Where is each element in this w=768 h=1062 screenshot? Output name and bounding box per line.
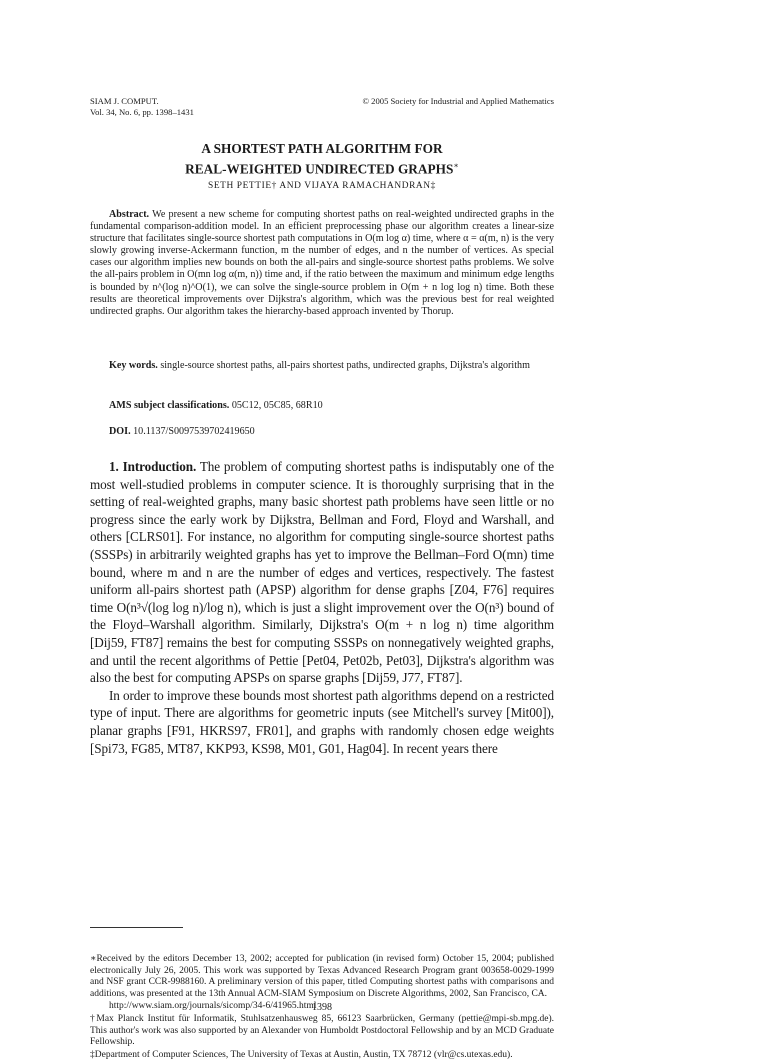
footnote-received: ∗Received by the editors December 13, 2002; accepted for publication (in revised form) October 15, 2004; published electronically July 26, 2005. This work was supported by Texas Advanced Research Program grant 003658-0029-1999 and NSF grant CCR-9988160. A preliminary version of this paper, titled Computing shortest paths with comparisons and additions, was presented at the 13th Annual ACM-SIAM Symposium on Discrete Algorithms, 2002, San Francisco, CA.: [90, 954, 554, 999]
author-list: SETH PETTIE† AND VIJAYA RAMACHANDRAN‡: [208, 181, 436, 191]
journal-name: SIAM J. COMPUT.: [90, 96, 159, 106]
title-footnote-mark: ∗: [453, 161, 459, 170]
abstract-text: We present a new scheme for computing shortest paths on real-weighted undirected graphs in the fundamental comparison-addition model. In an efficient preprocessing phase our algorithm creates a linear-size structure that facilitates single-source shortest path computations in O(m log α) time, where α = α(m, n) is the very slowly growing inverse-Ackermann function, m the number of edges, and n the number of vertices. As special cases our algorithm implies new bounds on both the all-pairs and single-source shortest paths problems. We solve the all-pairs problem in O(mn log α(m, n)) time and, if the ratio between the maximum and minimum edge lengths is bounded by n^(log n)^O(1), we can solve the single-source problem in O(m + n log log n) time. Both these results are theoretical improvements over Dijkstra's algorithm, which was the previous best for real weighted undirected graphs. Our algorithm takes the hierarchy-based approach invented by Thorup.: [90, 209, 554, 317]
section-heading: 1. Introduction.: [109, 459, 197, 474]
keywords: [90, 360, 554, 372]
footnote-author-1: †Max Planck Institut für Informatik, Stuhlsatzenhausweg 85, 66123 Saarbrücken, Germany (pettie@mpi-sb.mpg.de). This author's work was also supported by an Alexander von Humboldt Postdoctoral Fellowship and by an MCD Graduate Fellowship.: [90, 1013, 554, 1048]
abstract-label: Abstract.: [109, 209, 150, 220]
keywords-text: single-source shortest paths, all-pairs shortest paths, undirected graphs, Dijkstra's algorithm: [160, 360, 530, 371]
title-line-2-text: REAL-WEIGHTED UNDIRECTED GRAPHS: [185, 161, 454, 177]
footnote-url: http://www.siam.org/journals/sicomp/34-6/41965.html: [109, 1001, 317, 1012]
doi: [109, 426, 255, 437]
abstract: [90, 209, 554, 318]
copyright-notice: © 2005 Society for Industrial and Applied Mathematics: [362, 96, 554, 106]
footnote-rule: [90, 927, 183, 928]
footnote-author-2: ‡Department of Computer Sciences, The University of Texas at Austin, Austin, TX 78712 (vlr@cs.utexas.edu).: [90, 1049, 513, 1060]
title-line-1: A SHORTEST PATH ALGORITHM FOR: [201, 141, 443, 156]
ams-classification: [109, 400, 323, 411]
ams-codes: 05C12, 05C85, 68R10: [231, 400, 323, 411]
ams-label: AMS subject classifications.: [109, 400, 230, 411]
journal-volume: Vol. 34, No. 6, pp. 1398–1431: [90, 106, 194, 117]
doi-label: DOI.: [109, 426, 131, 437]
title-line-2: [90, 157, 554, 177]
intro-paragraph-2: In order to improve these bounds most shortest path algorithms depend on a restricted type of input. There are algorithms for geometric inputs (see Mitchell's survey [Mit00]), planar graphs [F91, HKRS97, FR01], and graphs with randomly chosen edge weights [Spi73, FG85, MT87, KKP93, KS98, M01, G01, Hag04]. In recent years there: [90, 687, 554, 756]
intro-paragraph-1-text: The problem of computing shortest paths is indisputably one of the most well-studied problems in computer science. It is thoroughly surprising that in the setting of real-weighted graphs, many basic shortest path problems have seen little or no progress since the early work by Dijkstra, Bellman and Ford, Floyd and Warshall, and others [CLRS01]. For instance, no algorithm for computing single-source shortest paths (SSSPs) in arbitrarily weighted graphs has yet to improve the Bellman–Ford O(mn) time bound, where m and n are the number of edges and vertices, respectively. The fastest uniform all-pairs shortest path (APSP) algorithm for dense graphs [Z04, F76] requires time O(n³√(log log n)/log n), which is just a slight improvement over the O(n³) bound of the Floyd–Warshall algorithm. Similarly, Dijkstra's O(m + n log n) time algorithm [Dij59, FT87] remains the best for computing SSSPs on nonnegatively weighted graphs, and until the recent algorithms of Pettie [Pet04, Pet02b, Pet03], Dijkstra's algorithm was also the best for computing APSPs on sparse graphs [Dij59, J77, FT87].: [90, 459, 554, 686]
page-number: 1398: [312, 1002, 332, 1013]
keywords-label: Key words.: [109, 360, 158, 371]
introduction-section: [90, 458, 554, 757]
journal-header: [90, 96, 194, 117]
paper-title: [90, 140, 554, 177]
intro-paragraph-1: [90, 458, 554, 687]
doi-value: 10.1137/S0097539702419650: [133, 426, 255, 437]
